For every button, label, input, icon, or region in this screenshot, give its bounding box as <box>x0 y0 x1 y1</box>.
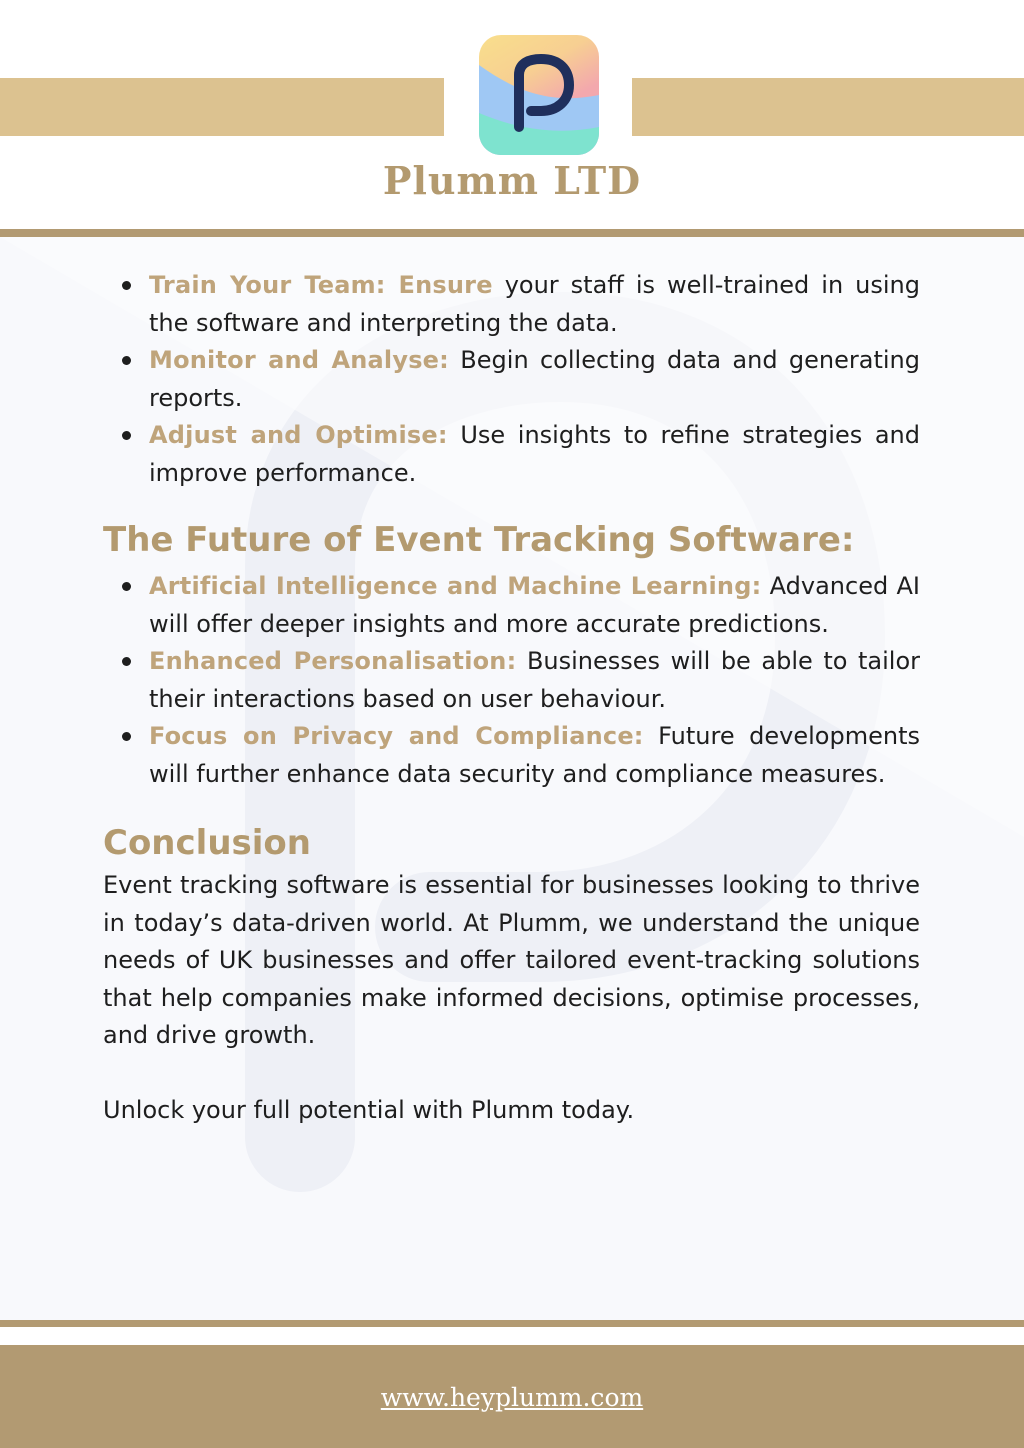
list-item-title: Train Your Team: Ensure <box>149 271 493 299</box>
list-item <box>149 417 920 492</box>
list-item <box>149 568 920 643</box>
list-item <box>149 718 920 793</box>
call-to-action: Unlock your full potential with Plumm today. <box>103 1095 635 1124</box>
list-item <box>149 643 920 718</box>
list-item-title: Focus on Privacy and Compliance: <box>149 722 644 750</box>
list-item-text: Advanced AI will offer deeper insights and more accurate predictions. <box>149 572 920 638</box>
list-item-text: Businesses will be able to tailor their interactions based on user behaviour. <box>149 647 920 713</box>
header-divider <box>0 229 1024 237</box>
list-item-text: your staff is well-trained in using the software and interpreting the data. <box>149 271 921 337</box>
list-item-title: Monitor and Analyse: <box>149 346 449 374</box>
brand-name: Plumm LTD <box>382 158 642 203</box>
footer-divider <box>0 1320 1024 1327</box>
list-item-title: Artificial Intelligence and Machine Learning: <box>149 572 762 600</box>
future-heading: The Future of Event Tracking Software: <box>103 520 855 560</box>
header-band-left <box>0 78 444 136</box>
list-item-text: Begin collecting data and generating reports. <box>149 346 920 412</box>
website-link[interactable]: www.heyplumm.com <box>380 1383 644 1412</box>
logo-graphic <box>479 35 599 155</box>
list-item-title: Enhanced Personalisation: <box>149 647 517 675</box>
list-item <box>149 267 920 342</box>
footer <box>0 1345 1024 1448</box>
list-item-text: Use insights to refine strategies and improve performance. <box>149 421 920 487</box>
content-column <box>103 267 920 1129</box>
header-band-right <box>632 78 1024 136</box>
conclusion-paragraph: Event tracking software is essential for businesses looking to thrive in today’s data-driven world. At Plumm, we understand the unique needs of UK businesses and offer tailored event-tracking solutions that help companies make informed decisions, optimise processes, and drive growth. <box>103 871 920 1049</box>
content-area <box>0 237 1024 1320</box>
conclusion-heading: Conclusion <box>103 823 311 863</box>
list-item-text: Future developments will further enhance data security and compliance measures. <box>149 722 920 788</box>
footer-gap <box>0 1327 1024 1345</box>
steps-list <box>103 267 920 492</box>
list-item <box>149 342 920 417</box>
list-item-title: Adjust and Optimise: <box>149 421 448 449</box>
future-list <box>103 568 920 793</box>
plumm-p-logo-icon <box>479 35 599 155</box>
